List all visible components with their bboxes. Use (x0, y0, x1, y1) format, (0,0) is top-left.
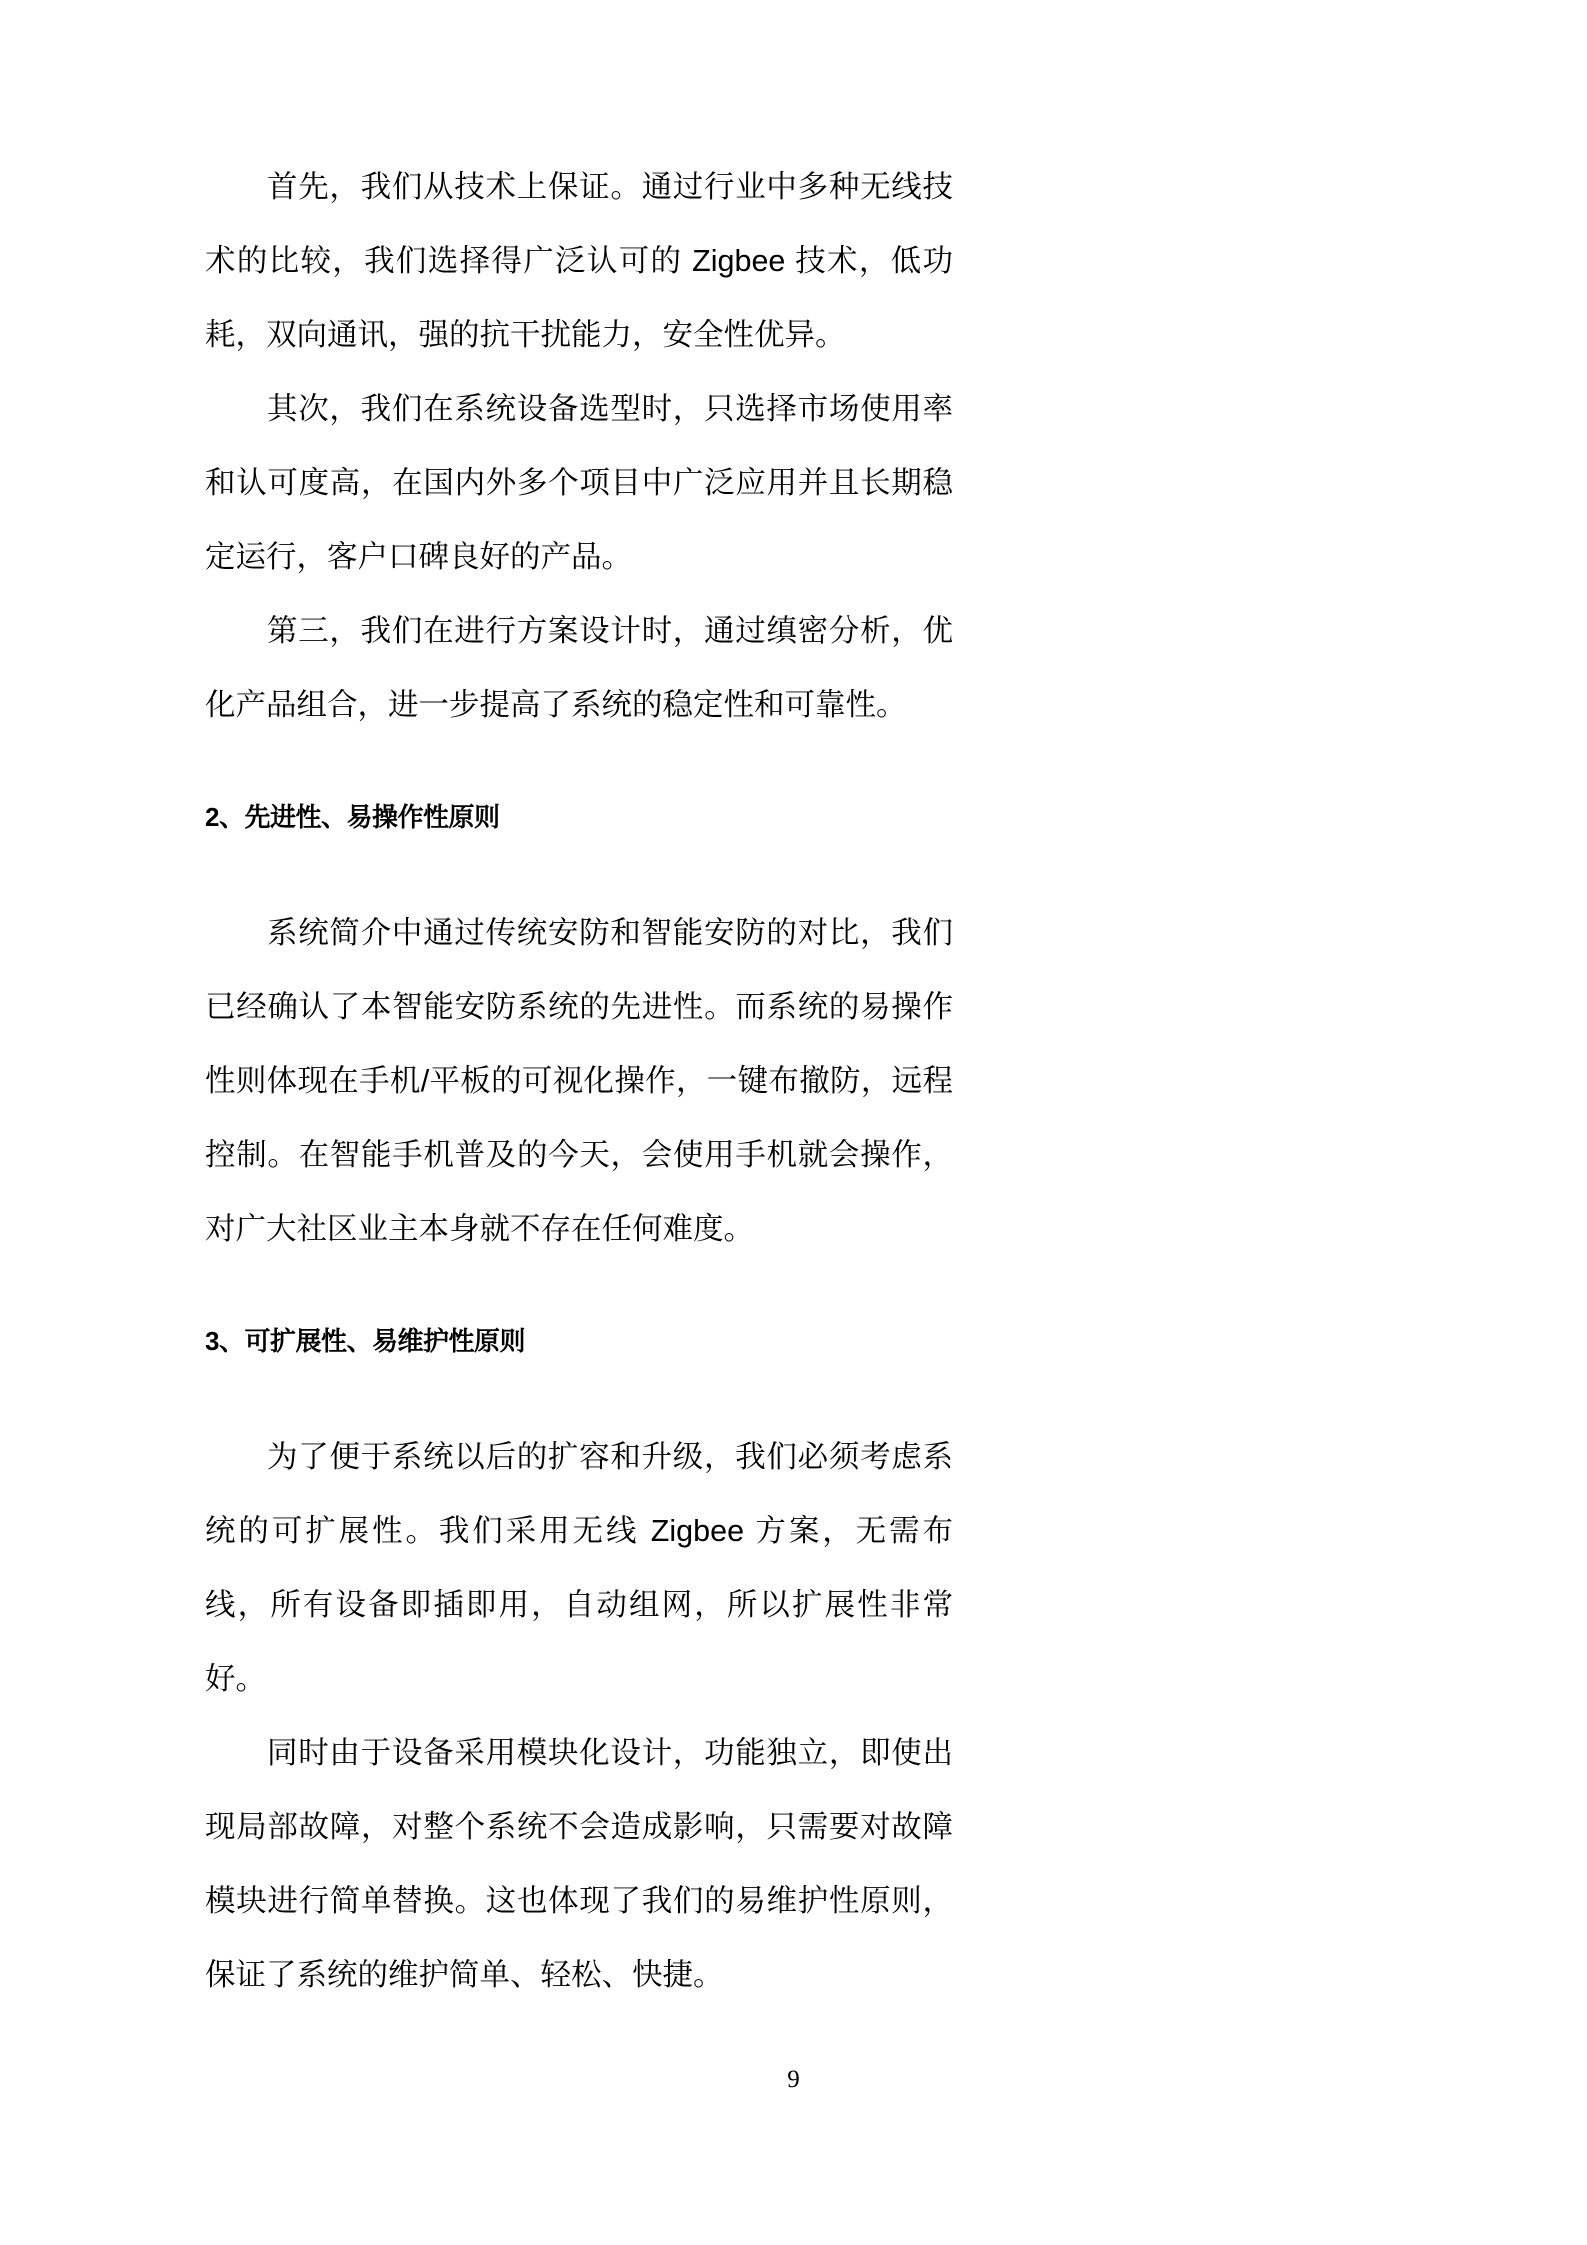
page-content (205, 150, 953, 2012)
paragraph-first-principle-technology: 首先，我们从技术上保证。通过行业中多种无线技术的比较，我们选择得广泛认可的 Zigbee 技术，低功耗，双向通讯，强的抗干扰能力，安全性优异。 (205, 170, 953, 352)
section-heading-2: 2、先进性、易操作性原则 (205, 802, 500, 832)
paragraph-third-principle-design: 第三，我们在进行方案设计时，通过缜密分析，优化产品组合，进一步提高了系统的稳定性和可靠性。 (205, 614, 953, 722)
page-number: 9 (787, 2066, 800, 2093)
spacer-after-heading-2 (205, 854, 953, 896)
paragraph-advancedness-operability: 系统简介中通过传统安防和智能安防的对比，我们已经确认了本智能安防系统的先进性。而系统的易操作性则体现在手机/平板的可视化操作，一键布撤防，远程控制。在智能手机普及的今天，会使用手机就会操作，对广大社区业主本身就不存在任何难度。 (205, 916, 953, 1246)
spacer-before-heading-3 (205, 1266, 953, 1304)
paragraph-second-principle-equipment: 其次，我们在系统设备选型时，只选择市场使用率和认可度高，在国内外多个项目中广泛应用并且长期稳定运行，客户口碑良好的产品。 (205, 392, 953, 574)
spacer-before-heading-2 (205, 742, 953, 780)
section-heading-3: 3、可扩展性、易维护性原则 (205, 1326, 525, 1356)
paragraph-maintainability-modular: 同时由于设备采用模块化设计，功能独立，即使出现局部故障，对整个系统不会造成影响，只需要对故障模块进行简单替换。这也体现了我们的易维护性原则，保证了系统的维护简单、轻松、快捷。 (205, 1736, 953, 1992)
paragraph-scalability-zigbee: 为了便于系统以后的扩容和升级，我们必须考虑系统的可扩展性。我们采用无线 Zigbee 方案，无需布线，所有设备即插即用，自动组网，所以扩展性非常好。 (205, 1440, 953, 1696)
spacer-after-heading-3 (205, 1378, 953, 1420)
